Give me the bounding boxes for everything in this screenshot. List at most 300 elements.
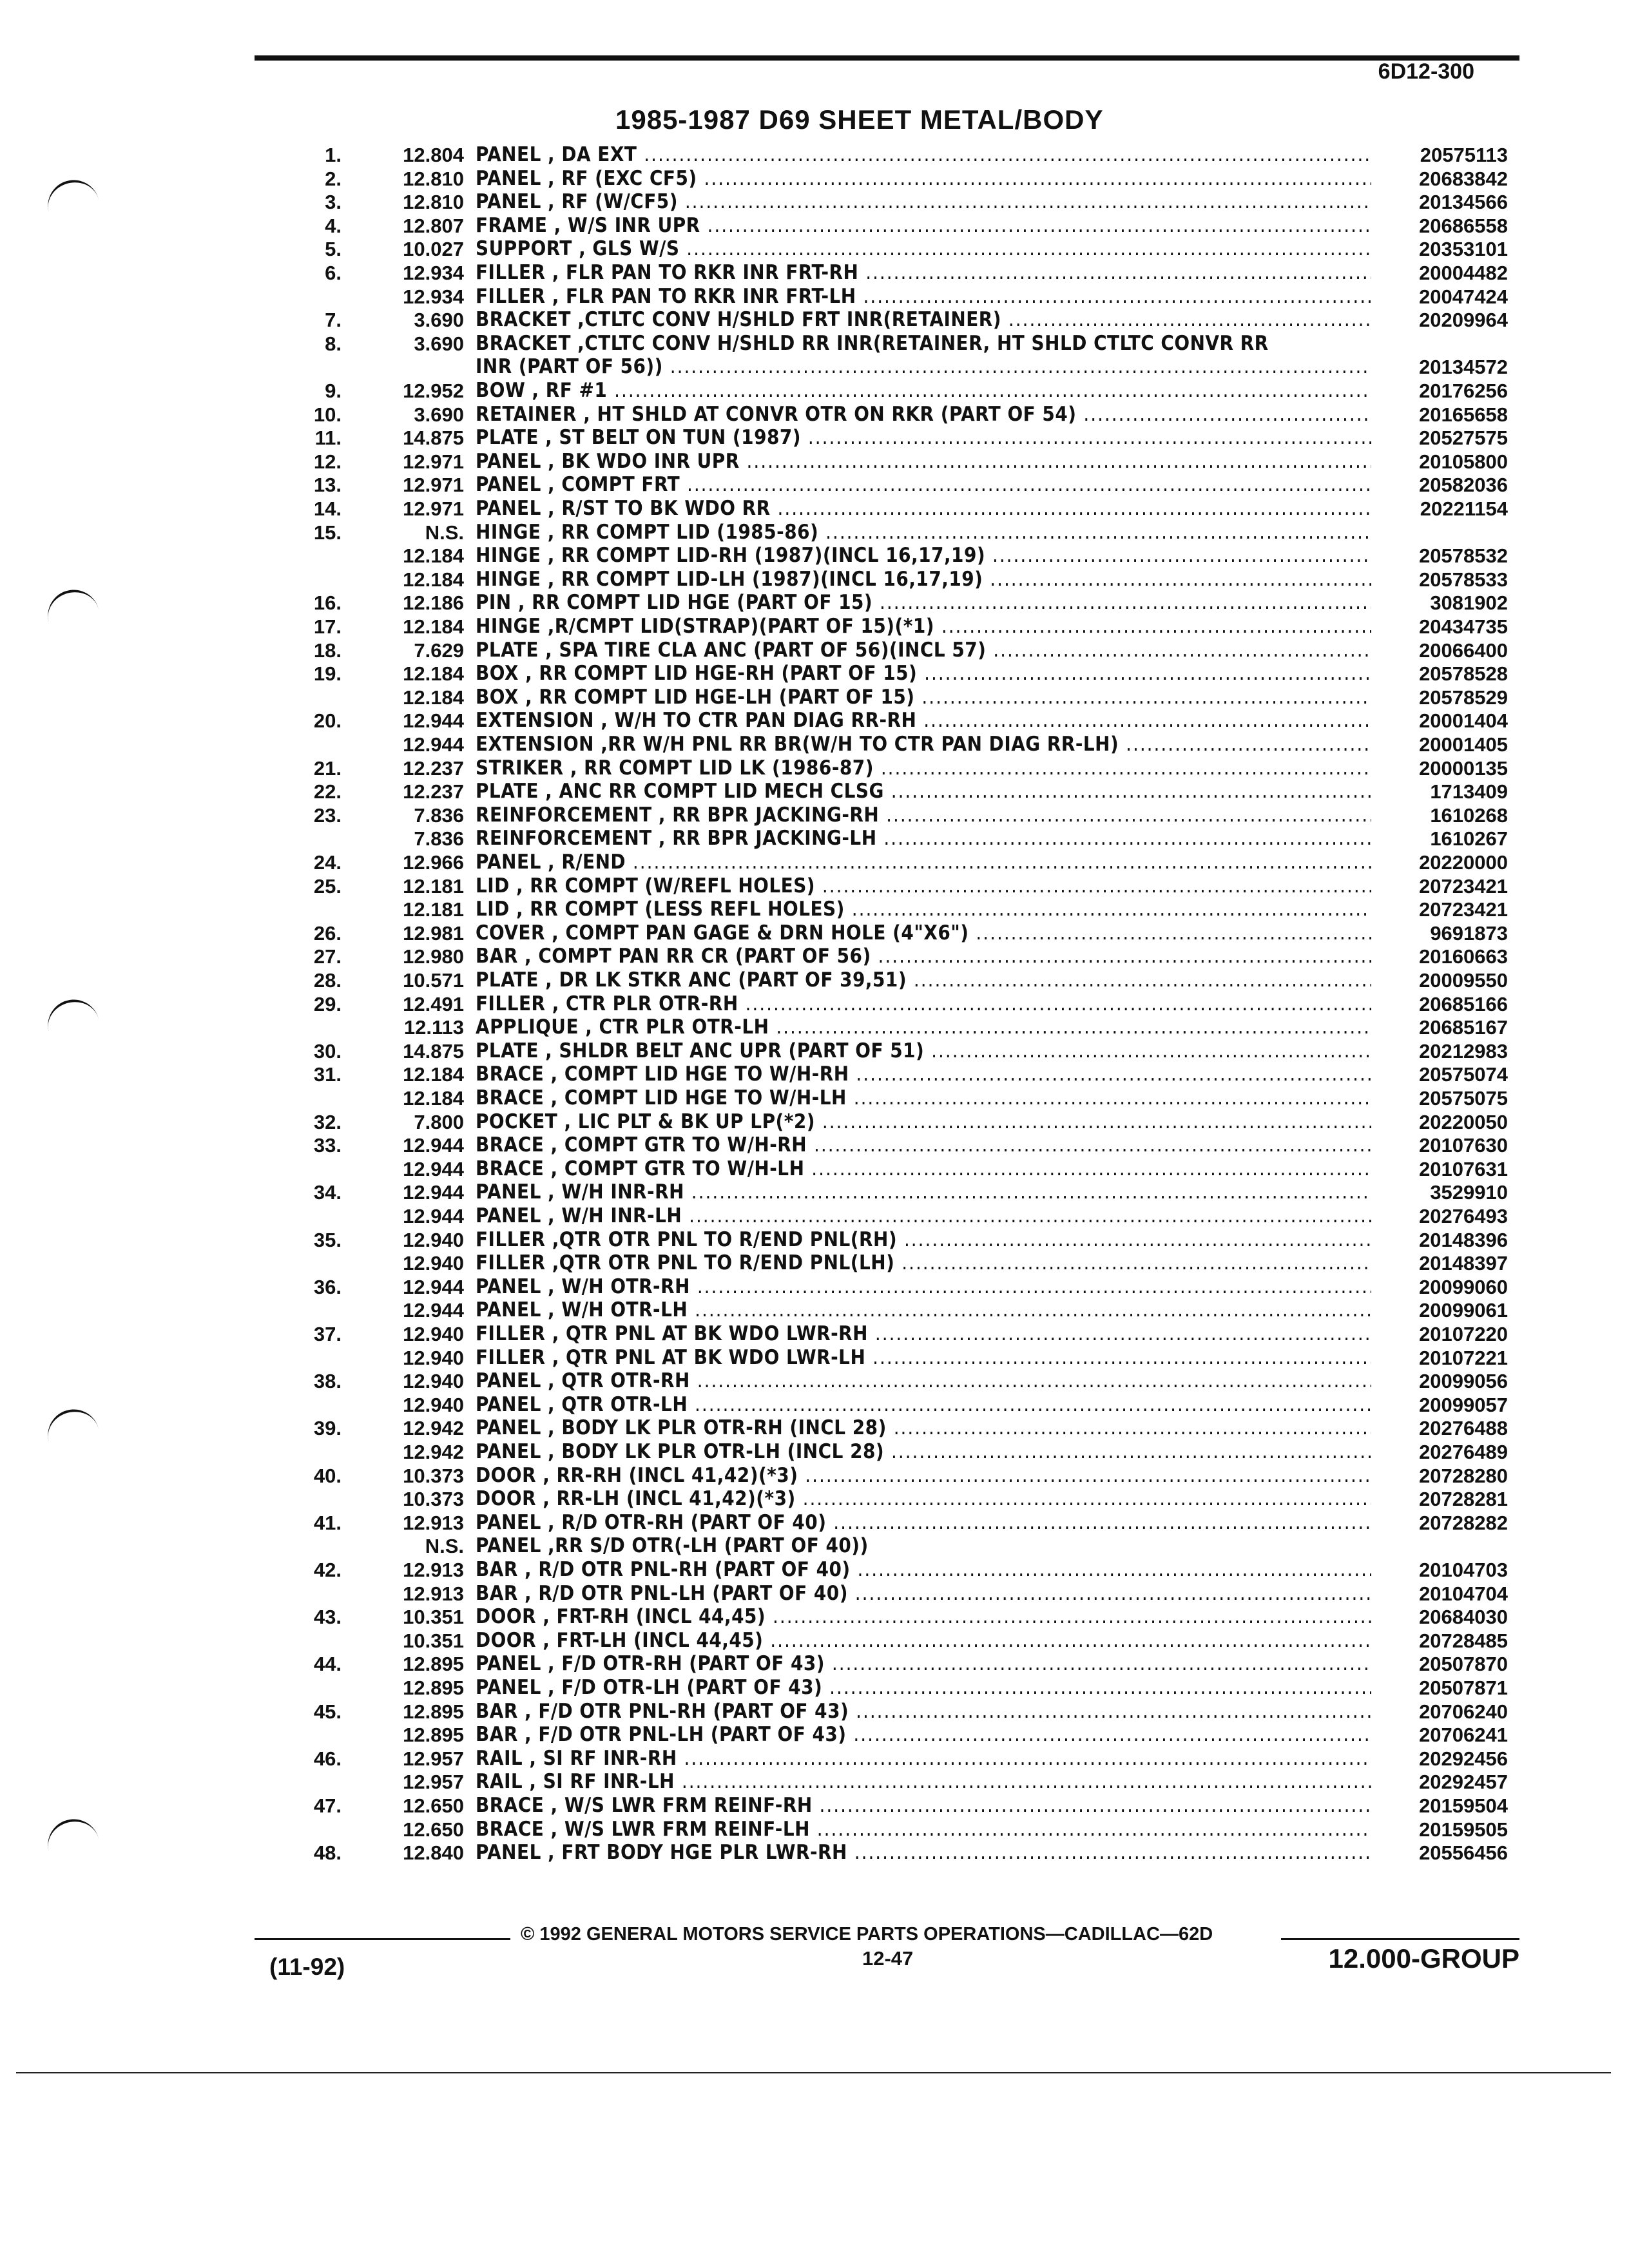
table-row [0,733,1629,756]
illustration-ref: 12.184 [403,662,464,686]
part-number: 1610267 [1430,827,1508,850]
part-number: 20099060 [1419,1275,1508,1298]
item-number: 29. [313,992,342,1015]
part-description: COVER , COMPT PAN GAGE & DRN HOLE (4"X6") ..... [476,921,1371,945]
illustration-ref: 12.940 [403,1252,464,1275]
part-number: 20107221 [1419,1346,1508,1369]
part-description: BRACE , W/S LWR FRM REINF-LH ..... [476,1818,1371,1841]
part-number: 20159505 [1419,1818,1508,1841]
illustration-ref: 7.836 [414,827,464,850]
part-number: 20104703 [1419,1559,1508,1581]
part-description: PANEL , QTR OTR-RH ..... [476,1369,1371,1393]
part-description: INR (PART OF 56)) ..... [476,355,1371,379]
part-description: BAR , F/D OTR PNL-RH (PART OF 43) ..... [476,1700,1371,1724]
table-row [0,497,1629,521]
illustration-ref: 12.971 [403,474,464,497]
part-description: HINGE , RR COMPT LID (1985-86) ..... [476,521,1371,544]
table-row [0,1534,1629,1558]
part-description: PLATE , SPA TIRE CLA ANC (PART OF 56)(INCL 57) ..... [476,639,1371,662]
part-number: 20685166 [1419,992,1508,1015]
part-description: FRAME , W/S INR UPR ..... [476,214,1371,238]
illustration-ref: 12.944 [403,1275,464,1298]
item-number: 31. [313,1063,342,1086]
illustration-ref: 12.895 [403,1700,464,1723]
illustration-ref: 7.836 [414,803,464,827]
part-description: BRACE , W/S LWR FRM REINF-RH ..... [476,1794,1371,1818]
part-description: FILLER , FLR PAN TO RKR INR FRT-LH ..... [476,285,1371,309]
part-description: BRACE , COMPT LID HGE TO W/H-LH ..... [476,1086,1371,1110]
illustration-ref: 12.971 [403,497,464,520]
footer-rule-right [1281,1938,1519,1940]
illustration-ref: 10.351 [403,1629,464,1652]
part-description: PANEL , F/D OTR-LH (PART OF 43) ..... [476,1676,1371,1700]
part-number: 20578528 [1419,662,1508,686]
part-description: RAIL , SI RF INR-RH ..... [476,1747,1371,1771]
item-number: 45. [313,1700,342,1723]
item-number: 16. [313,591,342,615]
illustration-ref: 12.966 [403,851,464,874]
table-row [0,1346,1629,1370]
part-description: BAR , F/D OTR PNL-LH (PART OF 43) ..... [476,1723,1371,1747]
part-number: 1713409 [1430,780,1508,803]
table-row [0,1723,1629,1747]
part-description: APPLIQUE , CTR PLR OTR-LH ..... [476,1015,1371,1039]
part-number: 20728281 [1419,1488,1508,1511]
part-number: 20728280 [1419,1464,1508,1487]
part-number: 20292456 [1419,1747,1508,1770]
item-number: 21. [313,756,342,780]
illustration-ref: 10.351 [403,1606,464,1629]
illustration-ref: 10.571 [403,969,464,992]
table-row [0,1039,1629,1063]
table-row [0,686,1629,709]
table-row [0,898,1629,921]
item-number: 44. [313,1653,342,1676]
table-row [0,1204,1629,1228]
item-number: 8. [325,332,342,355]
table-row [0,1700,1629,1724]
table-row [0,1369,1629,1393]
part-number: 20160663 [1419,945,1508,968]
top-rule [255,55,1519,61]
table-row [0,544,1629,568]
part-number: 20107631 [1419,1157,1508,1180]
part-description: PANEL , QTR OTR-LH ..... [476,1393,1371,1417]
item-number: 20. [313,709,342,733]
part-number: 3529910 [1430,1181,1508,1204]
item-number: 34. [313,1181,342,1204]
illustration-ref: 12.491 [403,992,464,1015]
illustration-ref: 12.913 [403,1582,464,1605]
part-description: PANEL , W/H OTR-RH ..... [476,1275,1371,1299]
part-description: PANEL , R/ST TO BK WDO RR ..... [476,497,1371,521]
illustration-ref: 12.650 [403,1794,464,1817]
part-description: BRACKET ,CTLTC CONV H/SHLD FRT INR(RETAINER) ..... [476,308,1371,332]
item-number: 37. [313,1323,342,1345]
part-description: SUPPORT , GLS W/S ..... [476,237,1371,261]
footer-rule-left [255,1938,510,1940]
item-number: 19. [313,662,342,686]
part-number: 20134566 [1419,191,1508,214]
table-row [0,473,1629,497]
part-description: PANEL ,RR S/D OTR(-LH (PART OF 40)) [476,1534,869,1558]
part-number: 20706240 [1419,1700,1508,1723]
table-row [0,1558,1629,1582]
part-number: 20706241 [1419,1724,1508,1747]
footer-copyright: © 1992 GENERAL MOTORS SERVICE PARTS OPERATIONS—CADILLAC—62D [521,1924,1213,1945]
part-number: 20105800 [1419,450,1508,473]
illustration-ref: 10.373 [403,1488,464,1511]
part-number: 20134572 [1419,356,1508,379]
part-number: 20221154 [1420,497,1508,520]
part-number: 20728282 [1419,1511,1508,1534]
table-row [0,1015,1629,1039]
table-row [0,709,1629,733]
item-number: 4. [325,214,342,237]
part-description: PANEL , BK WDO INR UPR ..... [476,450,1371,474]
illustration-ref: 12.934 [403,285,464,308]
table-row [0,1275,1629,1299]
table-row [0,1841,1629,1865]
illustration-ref: 12.895 [403,1677,464,1699]
table-row [0,921,1629,945]
part-description: RAIL , SI RF INR-LH ..... [476,1770,1371,1794]
part-description: PANEL , R/D OTR-RH (PART OF 40) ..... [476,1511,1371,1535]
part-description: BRACE , COMPT LID HGE TO W/H-RH ..... [476,1062,1371,1086]
item-number: 28. [313,969,342,992]
illustration-ref: 12.913 [403,1559,464,1581]
table-row [0,1652,1629,1676]
table-row [0,1133,1629,1157]
part-description: HINGE , RR COMPT LID-LH (1987)(INCL 16,17,19) ..... [476,568,1371,591]
table-row [0,1511,1629,1535]
part-number: 20578533 [1419,568,1508,591]
part-description: FILLER ,QTR OTR PNL TO R/END PNL(RH) ..... [476,1228,1371,1252]
item-number: 38. [313,1370,342,1393]
table-row [0,1582,1629,1606]
illustration-ref: 12.895 [403,1724,464,1747]
part-description: PLATE , DR LK STKR ANC (PART OF 39,51) ..... [476,968,1371,992]
illustration-ref: 12.810 [403,167,464,190]
footer-date: (11-92) [269,1954,345,1980]
item-number: 7. [325,309,342,332]
part-description: PANEL , FRT BODY HGE PLR LWR-RH ..... [476,1841,1371,1865]
illustration-ref: 12.940 [403,1393,464,1416]
part-number: 20001404 [1419,709,1508,733]
item-number: 11. [314,427,342,450]
illustration-ref: 12.186 [403,591,464,615]
part-number: 20276488 [1419,1417,1508,1440]
part-number: 20212983 [1419,1039,1508,1062]
table-row [0,261,1629,285]
part-number: 20578529 [1419,686,1508,709]
table-row [0,1416,1629,1440]
illustration-ref: 12.807 [403,214,464,237]
illustration-ref: 12.184 [403,568,464,591]
part-description: BRACKET ,CTLTC CONV H/SHLD RR INR(RETAINER, HT SHLD CTLTC CONVR RR [476,331,1269,355]
footer-group: 12.000-GROUP [1328,1943,1519,1974]
part-description: STRIKER , RR COMPT LID LK (1986-87) ..... [476,756,1371,780]
item-number: 42. [313,1559,342,1581]
part-number: 20009550 [1419,969,1508,992]
item-number: 27. [313,945,342,968]
part-description: PANEL , W/H INR-RH ..... [476,1180,1371,1204]
part-description: LID , RR COMPT (W/REFL HOLES) ..... [476,874,1371,898]
part-description: FILLER , QTR PNL AT BK WDO LWR-RH ..... [476,1322,1371,1346]
part-number: 20507871 [1419,1677,1508,1699]
part-description: DOOR , RR-LH (INCL 41,42)(*3) ..... [476,1487,1371,1511]
part-number: 20556456 [1419,1841,1508,1865]
part-number: 20575075 [1419,1087,1508,1110]
illustration-ref: 7.629 [414,639,464,662]
part-description: RETAINER , HT SHLD AT CONVR OTR ON RKR (PART OF 54) ..... [476,403,1371,427]
part-description: BAR , COMPT PAN RR CR (PART OF 56) ..... [476,945,1371,968]
illustration-ref: 3.690 [414,332,464,355]
illustration-ref: 12.957 [403,1771,464,1794]
part-number: 20107220 [1419,1323,1508,1345]
item-number: 9. [325,380,342,402]
part-number: 20276493 [1419,1205,1508,1227]
part-number: 20004482 [1419,262,1508,284]
illustration-ref: 12.804 [403,144,464,166]
illustration-ref: 12.940 [403,1370,464,1393]
part-number: 20099061 [1419,1299,1508,1322]
part-description: PANEL , R/END ..... [476,850,1371,874]
illustration-ref: 12.981 [403,921,464,945]
illustration-ref: 12.940 [403,1228,464,1251]
table-row [0,1747,1629,1771]
part-number: 20099056 [1419,1370,1508,1393]
item-number: 36. [313,1275,342,1298]
table-row [0,190,1629,214]
part-number: 20507870 [1419,1653,1508,1676]
illustration-ref: 10.373 [403,1464,464,1487]
table-row [0,568,1629,591]
illustration-ref: 12.944 [403,1134,464,1157]
table-row [0,1605,1629,1629]
illustration-ref: 12.810 [403,191,464,214]
illustration-ref: 12.944 [403,709,464,733]
table-row [0,968,1629,992]
part-description: HINGE , RR COMPT LID-RH (1987)(INCL 16,17,19) ..... [476,544,1371,568]
table-row [0,1322,1629,1346]
part-description: REINFORCEMENT , RR BPR JACKING-LH ..... [476,827,1371,850]
part-number: 20723421 [1419,898,1508,921]
table-row [0,945,1629,968]
part-number: 20723421 [1419,874,1508,898]
part-description: BAR , R/D OTR PNL-LH (PART OF 40) ..... [476,1582,1371,1606]
table-row [0,1110,1629,1134]
part-number: 20000135 [1419,756,1508,780]
item-number: 23. [313,803,342,827]
part-description: PANEL , RF (W/CF5) ..... [476,190,1371,214]
part-number: 20047424 [1419,285,1508,308]
item-number: 39. [313,1417,342,1440]
table-row [0,1464,1629,1488]
illustration-ref: 12.237 [403,756,464,780]
item-number: 5. [325,238,342,261]
table-row [0,1298,1629,1322]
item-number: 3. [325,191,342,214]
table-row [0,308,1629,332]
part-description: PANEL , RF (EXC CF5) ..... [476,167,1371,191]
part-description: PANEL , BODY LK PLR OTR-LH (INCL 28) ..... [476,1440,1371,1464]
part-description: PANEL , COMPT FRT ..... [476,473,1371,497]
table-row [0,1676,1629,1700]
part-number: 20292457 [1419,1771,1508,1794]
part-description: PLATE , ST BELT ON TUN (1987) ..... [476,426,1371,450]
illustration-ref: N.S. [425,521,464,544]
item-number: 35. [313,1228,342,1251]
illustration-ref: 12.934 [403,262,464,284]
footer-page-number: 12-47 [862,1947,914,1970]
item-number: 14. [313,497,342,520]
part-description: EXTENSION , W/H TO CTR PAN DIAG RR-RH ..... [476,709,1371,733]
table-row [0,403,1629,427]
table-row [0,662,1629,686]
item-number: 12. [313,450,342,473]
part-number: 3081902 [1430,591,1508,615]
table-row [0,1629,1629,1653]
illustration-ref: 12.971 [403,450,464,473]
table-row [0,756,1629,780]
table-row [0,850,1629,874]
item-number: 30. [313,1039,342,1062]
illustration-ref: 12.895 [403,1653,464,1676]
part-number: 20107630 [1419,1134,1508,1157]
illustration-ref: 12.942 [403,1441,464,1463]
table-row [0,285,1629,309]
part-number: 20099057 [1419,1393,1508,1416]
part-number: 20209964 [1419,309,1508,332]
part-number: 20434735 [1419,615,1508,638]
illustration-ref: 12.840 [403,1841,464,1865]
table-row [0,639,1629,662]
item-number: 22. [313,780,342,803]
part-description: REINFORCEMENT , RR BPR JACKING-RH ..... [476,803,1371,827]
illustration-ref: 12.952 [403,380,464,402]
table-row [0,1180,1629,1204]
illustration-ref: 12.944 [403,733,464,756]
part-number: 20276489 [1419,1441,1508,1463]
part-number: 1610268 [1430,803,1508,827]
part-description: EXTENSION ,RR W/H PNL RR BR(W/H TO CTR PAN DIAG RR-LH) ..... [476,733,1371,756]
item-number: 13. [313,474,342,497]
part-number: 20578532 [1419,544,1508,568]
item-number: 17. [313,615,342,638]
part-number: 20165658 [1419,403,1508,426]
item-number: 25. [313,874,342,898]
part-number: 20176256 [1419,380,1508,402]
item-number: 33. [313,1134,342,1157]
table-row [0,780,1629,803]
item-number: 1. [325,144,342,166]
item-number: 6. [325,262,342,284]
table-row [0,332,1629,356]
part-number: 20148397 [1419,1252,1508,1275]
part-number: 20728485 [1419,1629,1508,1652]
part-description: PANEL , BODY LK PLR OTR-RH (INCL 28) ..... [476,1416,1371,1440]
part-description: PLATE , SHLDR BELT ANC UPR (PART OF 51) ..... [476,1039,1371,1063]
illustration-ref: 12.944 [403,1299,464,1322]
table-row [0,615,1629,639]
part-description: DOOR , FRT-RH (INCL 44,45) ..... [476,1605,1371,1629]
part-description: PANEL , F/D OTR-RH (PART OF 43) ..... [476,1652,1371,1676]
bottom-rule [16,2072,1611,2073]
item-number: 15. [313,521,342,544]
illustration-ref: 12.650 [403,1818,464,1841]
part-number: 20066400 [1419,639,1508,662]
illustration-ref: 3.690 [414,403,464,426]
part-number: 20527575 [1419,427,1508,450]
table-row [0,1251,1629,1275]
part-description: PANEL , W/H INR-LH ..... [476,1204,1371,1228]
illustration-ref: 12.184 [403,1063,464,1086]
table-row [0,1440,1629,1464]
table-row [0,521,1629,544]
illustration-ref: 12.944 [403,1181,464,1204]
table-row [0,1487,1629,1511]
part-number: 20353101 [1419,238,1508,261]
part-description: DOOR , RR-RH (INCL 41,42)(*3) ..... [476,1464,1371,1488]
page-code: 6D12-300 [1378,59,1474,84]
illustration-ref: 12.113 [403,1016,464,1039]
table-row [0,167,1629,191]
part-number: 20159504 [1419,1794,1508,1817]
table-row [0,1794,1629,1818]
illustration-ref: 12.957 [403,1747,464,1770]
part-number: 20575074 [1419,1063,1508,1086]
item-number: 48. [313,1841,342,1865]
table-row [0,874,1629,898]
part-description: BRACE , COMPT GTR TO W/H-RH ..... [476,1133,1371,1157]
illustration-ref: N.S. [425,1535,464,1558]
part-number: 20104704 [1419,1582,1508,1605]
table-row [0,1770,1629,1794]
part-description: BOW , RF #1 ..... [476,379,1371,403]
table-row [0,803,1629,827]
part-number: 20220050 [1419,1110,1508,1133]
page-title: 1985-1987 D69 SHEET METAL/BODY [615,104,1104,135]
illustration-ref: 12.913 [403,1511,464,1534]
part-number: 20001405 [1419,733,1508,756]
part-number: 20685167 [1419,1016,1508,1039]
item-number: 41. [313,1511,342,1534]
illustration-ref: 12.184 [403,615,464,638]
part-description: DOOR , FRT-LH (INCL 44,45) ..... [476,1629,1371,1653]
table-row [0,379,1629,403]
part-number: 20686558 [1419,214,1508,237]
illustration-ref: 12.181 [403,874,464,898]
illustration-ref: 12.942 [403,1417,464,1440]
item-number: 18. [313,639,342,662]
part-number: 20684030 [1419,1606,1508,1629]
table-row [0,450,1629,474]
table-row [0,426,1629,450]
illustration-ref: 12.940 [403,1323,464,1345]
illustration-ref: 3.690 [414,309,464,332]
table-row [0,214,1629,238]
item-number: 2. [325,167,342,190]
part-description: PLATE , ANC RR COMPT LID MECH CLSG ..... [476,780,1371,803]
item-number: 46. [313,1747,342,1770]
item-number: 32. [313,1110,342,1133]
part-description: BRACE , COMPT GTR TO W/H-LH ..... [476,1157,1371,1181]
item-number: 24. [313,851,342,874]
table-row [0,355,1629,379]
part-number: 20683842 [1419,167,1508,190]
illustration-ref: 12.944 [403,1205,464,1227]
